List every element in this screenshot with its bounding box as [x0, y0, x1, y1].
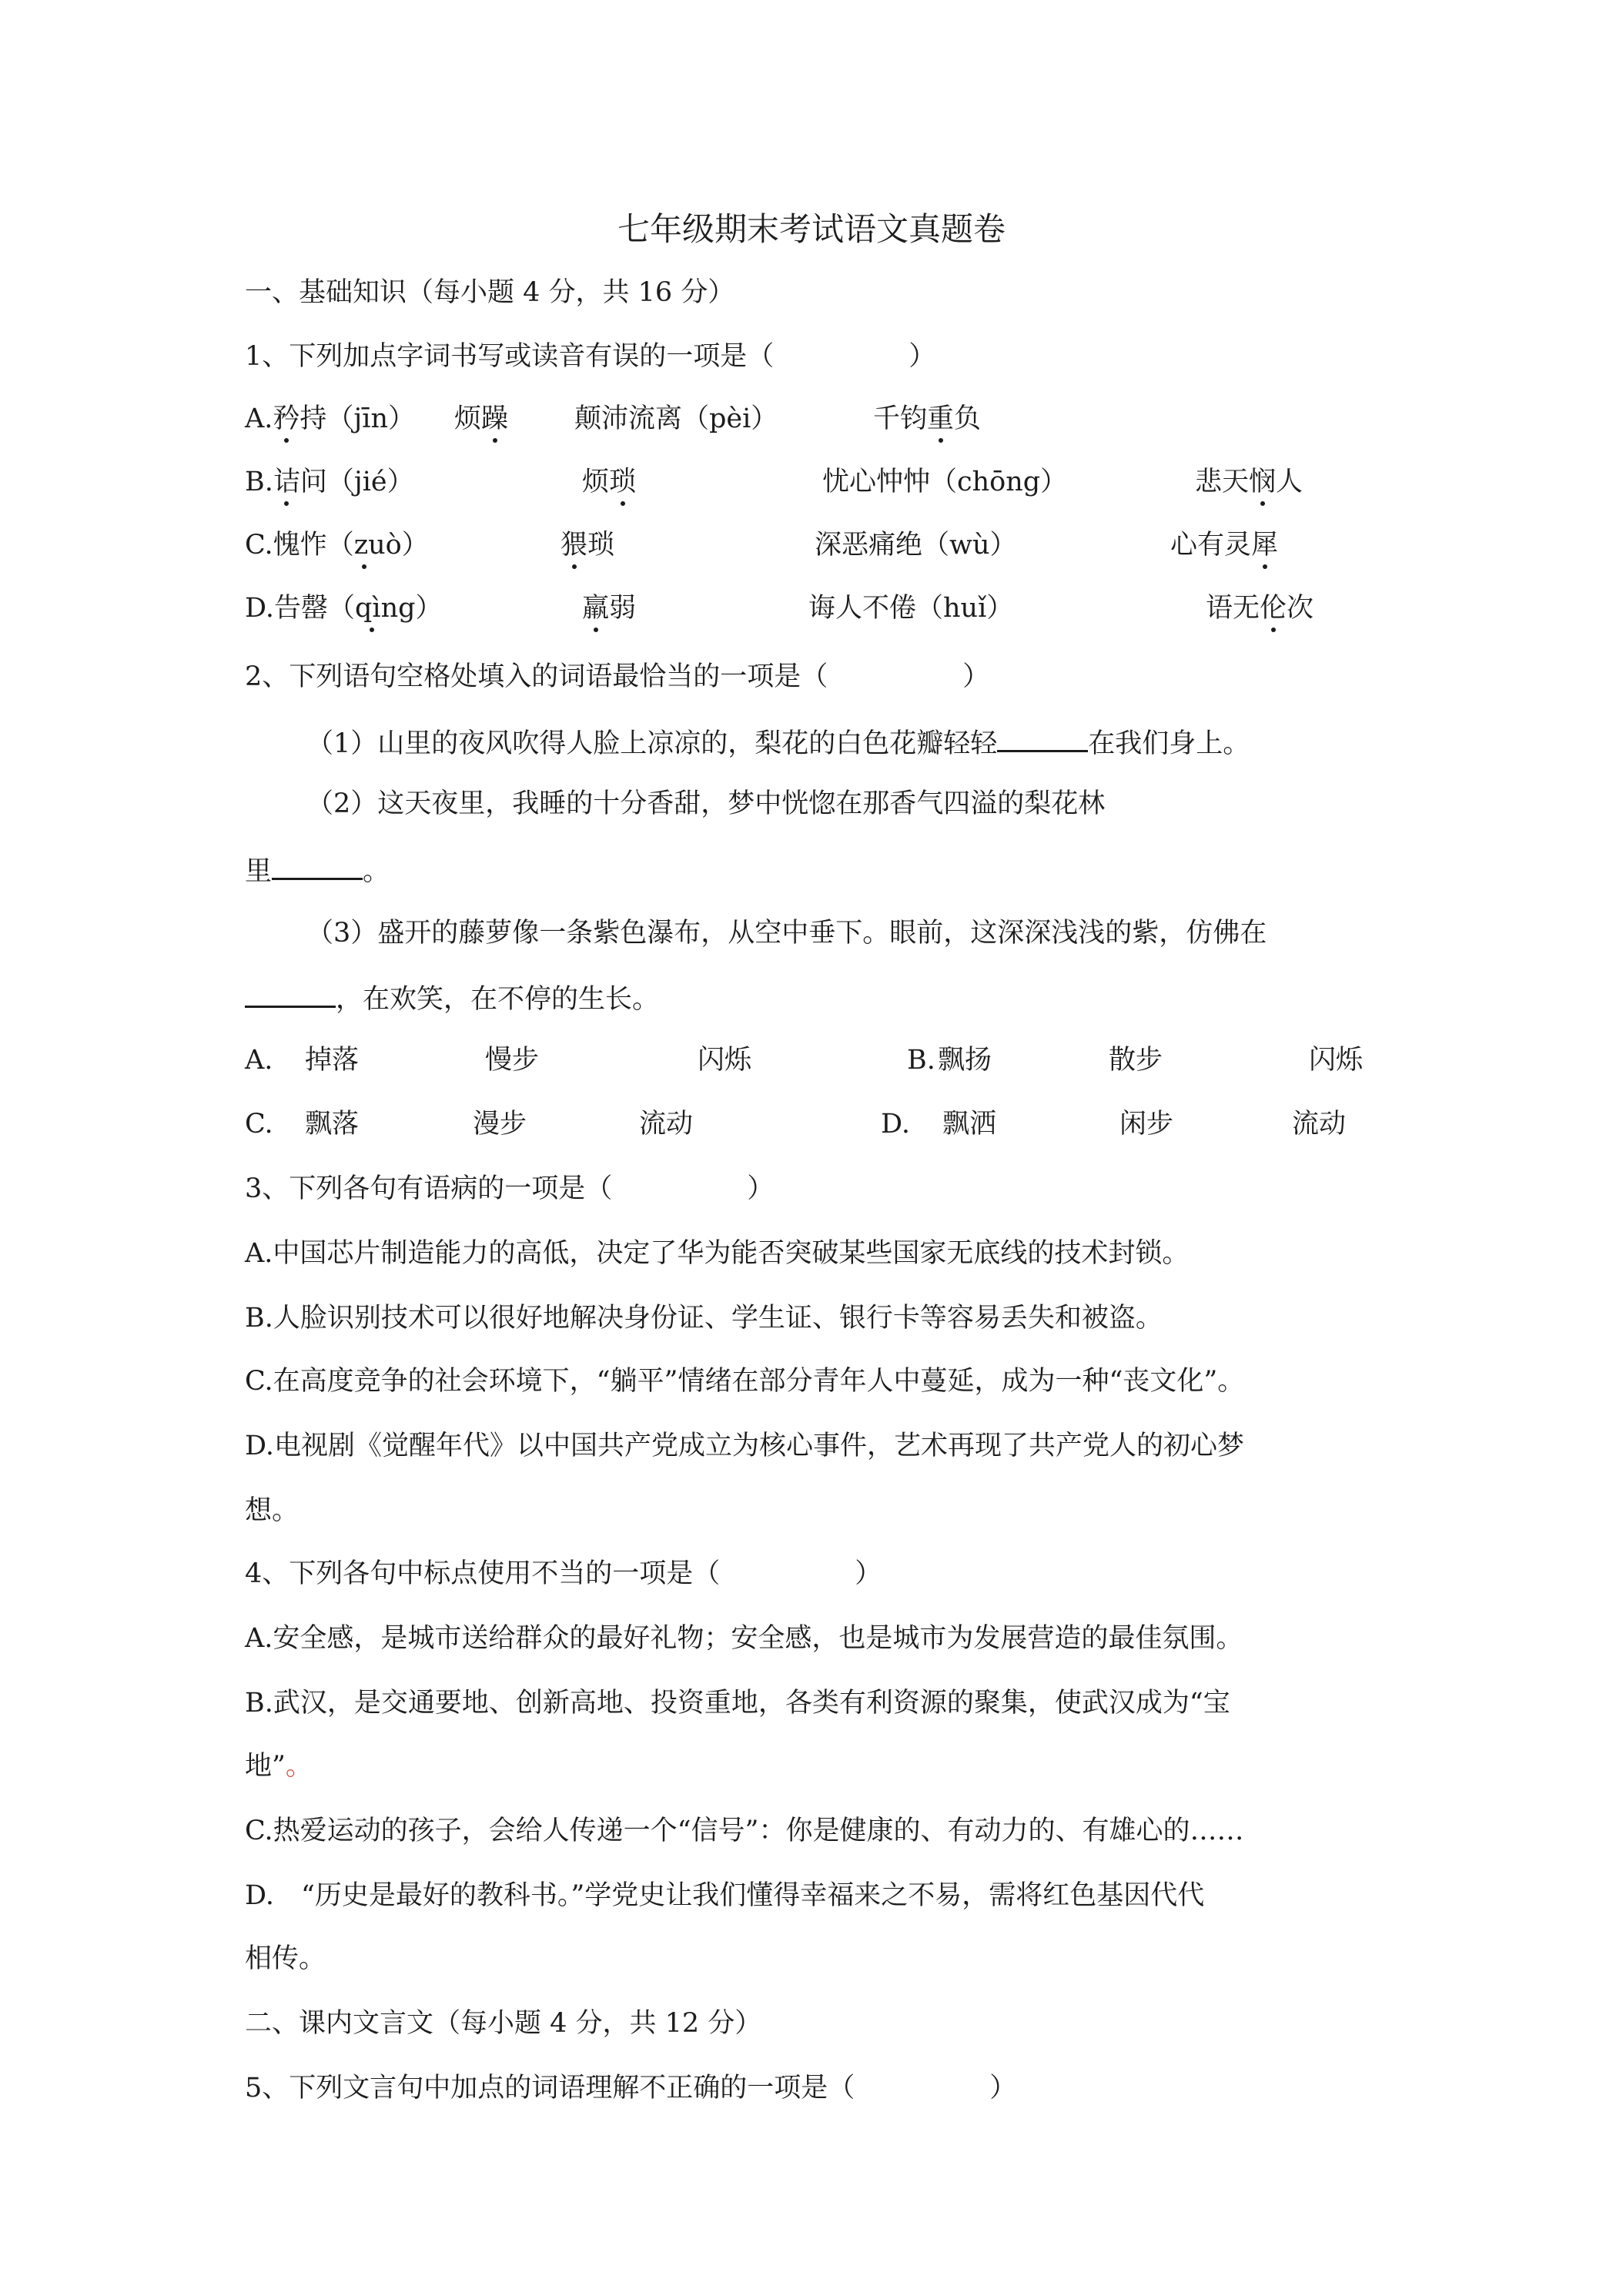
- q2-sentence-3-cont: ，在欢笑，在不停的生长。: [245, 979, 659, 1016]
- dotted-char: 伦: [1260, 593, 1287, 624]
- section-2-heading: 二、课内文言文（每小题 4 分，共 12 分）: [245, 2008, 762, 2039]
- q4-option-b: B.武汉，是交通要地、创新高地、投资重地，各类有利资源的聚集，使武汉成为“宝: [245, 1688, 1230, 1719]
- q3-option-d-cont: 想。: [245, 1495, 300, 1526]
- dotted-char: 琐: [609, 467, 637, 497]
- q4-option-d: D. “历史是最好的教科书。”学党史让我们懂得幸福来之不易，需将红色基因代代: [245, 1880, 1205, 1911]
- q4-option-c: C.热爱运动的孩子，会给人传递一个“信号”：你是健康的、有动力的、有雄心的……: [245, 1816, 1244, 1846]
- section-1-heading: 一、基础知识（每小题 4 分，共 16 分）: [245, 277, 735, 308]
- dotted-char: 猥: [561, 530, 588, 561]
- q4-option-b-cont: 地”。: [245, 1751, 313, 1782]
- q1-stem: 1、下列加点字词书写或读音有误的一项是（ ）: [245, 341, 936, 372]
- dotted-char: 罄（qìng）: [300, 593, 443, 624]
- exam-page: 七年级期末考试语文真题卷 一、基础知识（每小题 4 分，共 16 分） 1、下列加点字词书写或读音有误的一项是（ ） A.矜持（jīn） 烦躁 颠沛流离（pèi） 千钧重负 B.诘问（jié） 烦琐 忧心忡忡（chōng） 悲天悯人 C.愧怍（zuò） 猥琐 深恶痛绝（wù） 心有灵犀 D.告罄（qìng） 羸弱 诲人不倦（huǐ） 语无伦次 2、下列语句空格处填入的词语最恰当的一项是（ ） （1）山里的夜风吹得人脸上凉凉的，梨花的白色花瓣轻轻 在我们身上。 （2）这天夜里，我睡的十分香甜，梦中恍惚在那香气四溢的梨花林 里 。 （3）盛开的藤萝像一条紫色瀑布，从空中垂下。眼前，这深深浅浅的紫，仿佛在 ，在欢笑，在不停的生长。 A. 掉落 慢步 闪烁 B. 飘扬 散步 闪烁 C. 飘落 漫步 流动 D. 飘洒 闲步 流动 3、下列各句有语病的一项是（ ） A.中国芯片制造能力的高低，决定了华为能否突破某些国家无底线的技术封锁。 B.人脸识别技术可以很好地解决身份证、学生证、银行卡等容易丢失和被盗。 C.在高度竞争的社会环境下，“躺平”情绪在部分青年人中蔓延，成为一种“丧文化”。 D.电视剧《觉醒年代》以中国共产党成立为核心事件，艺术再现了共产党人的初心梦 想。 4、下列各句中标点使用不当的一项是（ ） A.安全感，是城市送给群众的最好礼物；安全感，也是城市为发展营造的最佳氛围。 B.武汉，是交通要地、创新高地、投资重地，各类有利资源的聚集，使武汉成为“宝 地”。 C.热爱运动的孩子，会给人传递一个“信号”：你是健康的、有动力的、有雄心的…… D. “历史是最好的教科书。”学党史让我们懂得幸福来之不易，需将红色基因代代 相传。 二、课内文言文（每小题 4 分，共 12 分） 5、下列文言句中加点的词语理解不正确的一项是（ ）: [0, 0, 1623, 2296]
- option-label: A.: [245, 403, 273, 434]
- q5-stem: 5、下列文言句中加点的词语理解不正确的一项是（ ）: [245, 2073, 1017, 2104]
- page-title: 七年级期末考试语文真题卷: [617, 210, 1006, 248]
- q2-stem: 2、下列语句空格处填入的词语最恰当的一项是（ ）: [245, 661, 990, 692]
- dotted-char: 犀: [1251, 530, 1279, 561]
- q3-option-d: D.电视剧《觉醒年代》以中国共产党成立为核心事件，艺术再现了共产党人的初心梦: [245, 1431, 1244, 1461]
- q3-option-c: C.在高度竞争的社会环境下，“躺平”情绪在部分青年人中蔓延，成为一种“丧文化”。: [245, 1366, 1245, 1397]
- fill-blank: [997, 724, 1088, 752]
- dotted-char: 矜: [273, 403, 300, 434]
- q4-option-d-cont: 相传。: [245, 1943, 326, 1974]
- fill-blank: [245, 979, 336, 1008]
- q4-option-a: A.安全感，是城市送给群众的最好礼物；安全感，也是城市为发展营造的最佳氛围。: [245, 1623, 1243, 1654]
- dotted-char: 怍（zuò）: [300, 530, 429, 561]
- q3-option-b: B.人脸识别技术可以很好地解决身份证、学生证、银行卡等容易丢失和被盗。: [245, 1303, 1163, 1334]
- dotted-char: 悯: [1249, 467, 1277, 497]
- q3-option-a: A.中国芯片制造能力的高低，决定了华为能否突破某些国家无底线的技术封锁。: [245, 1238, 1190, 1269]
- dotted-char: 羸: [582, 593, 610, 624]
- q2-sentence-2: （2）这天夜里，我睡的十分香甜，梦中恍惚在那香气四溢的梨花林: [306, 788, 1106, 819]
- q2-sentence-2-cont: 里 。: [245, 852, 390, 889]
- q3-stem: 3、下列各句有语病的一项是（ ）: [245, 1173, 775, 1204]
- q2-sentence-3: （3）盛开的藤萝像一条紫色瀑布，从空中垂下。眼前，这深深浅浅的紫，仿佛在: [306, 918, 1267, 949]
- fill-blank: [272, 852, 363, 880]
- red-period: 。: [285, 1751, 313, 1782]
- q4-stem: 4、下列各句中标点使用不当的一项是（ ）: [245, 1558, 882, 1589]
- dotted-char: 诘: [273, 467, 300, 497]
- q2-sentence-1: （1）山里的夜风吹得人脸上凉凉的，梨花的白色花瓣轻轻 在我们身上。: [306, 724, 1250, 761]
- dotted-char: 躁: [481, 403, 509, 434]
- dotted-char: 重: [927, 403, 955, 434]
